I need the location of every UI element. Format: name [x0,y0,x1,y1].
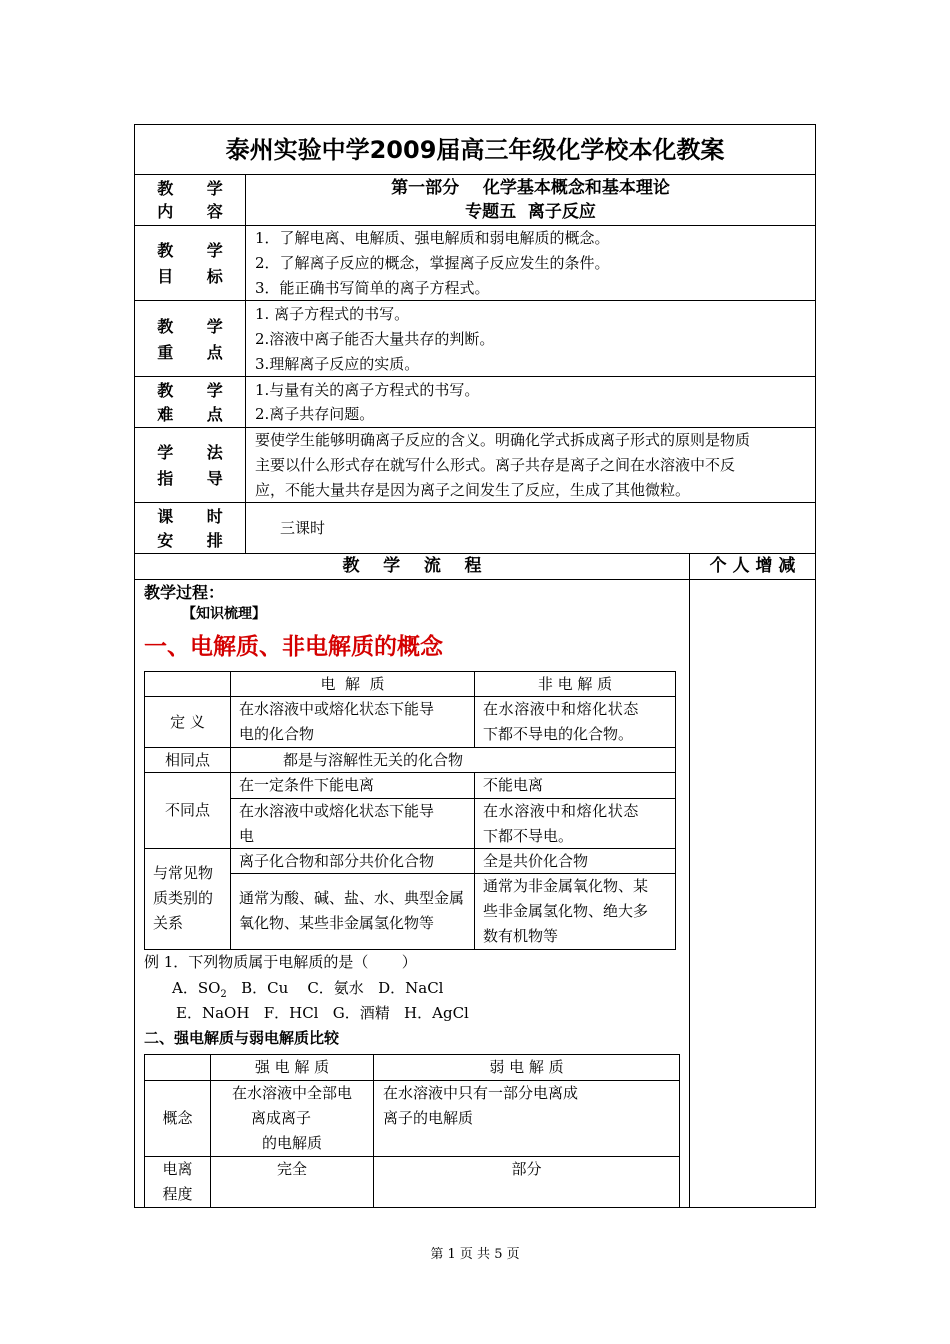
t2-concept-b: 离子的电解质 [383,1109,474,1127]
schedule-label-1: 课 时 [157,507,237,526]
section1-title: 一、电解质、非电解质的概念 [144,634,443,660]
t1-def-b: 下都不导电的化合物。 [483,725,634,743]
method-label-1: 学 法 [157,443,237,462]
t2-degree-label: 电离 [162,1160,193,1178]
method-line: 要使学生能够明确离子反应的含义。明确化学式拆成离子形式的原则是物质 [255,431,751,449]
t1-rel-b2: 数有机物等 [483,927,559,945]
t2-degree-a: 完全 [276,1160,307,1178]
t1-rel-a1: 离子化合物和部分共价化合物 [239,852,435,870]
goals-label-1: 教 学 [157,241,237,260]
difficult-label-2: 难 点 [157,405,237,424]
t2-concept-a: 的电解质 [261,1134,322,1152]
content-label-2: 内 容 [157,202,237,221]
page-number: 第 1 页 共 5 页 [430,1247,520,1262]
t1-rel-b2: 通常为非金属氧化物、某 [483,877,649,895]
t1-def-a: 在水溶液中或熔化状态下能导 [239,700,435,718]
goal-item: 1．了解电离、电解质、强电解质和弱电解质的概念。 [255,229,610,247]
t1-diff-a2: 电 [239,827,255,845]
method-label-2: 指 导 [157,469,237,488]
t1-header-electrolyte: 电 解 质 [320,675,385,693]
t1-diff-b2: 下都不导电。 [483,827,574,845]
flow-header: 教 学 流 程 [342,556,482,576]
side-header: 个 人 增 减 [709,556,796,576]
t2-concept-label: 概念 [162,1109,193,1127]
t1-same-value: 都是与溶解性无关的化合物 [283,751,464,769]
process-title: 教学过程： [144,583,225,602]
content-line-2: 专题五 离子反应 [465,202,596,222]
t1-def-a: 电的化合物 [239,725,315,743]
subscript: 2 [220,989,227,1000]
schedule-value: 三课时 [280,519,326,537]
section-tag: 【知识梳理】 [182,606,266,622]
t1-header-nonelectrolyte: 非 电 解 质 [537,675,613,693]
t1-rel-b1: 全是共价化合物 [483,852,589,870]
t2-concept-b: 在水溶液中只有一部分电离成 [383,1084,579,1102]
t2-degree-b: 部分 [511,1160,542,1178]
goal-item: 3．能正确书写简单的离子方程式。 [255,279,490,297]
difficult-label-1: 教 学 [157,381,237,400]
difficult-item: 2.离子共存问题。 [255,405,375,423]
t1-diff-b1: 不能电离 [483,776,544,794]
key-item: 3.理解离子反应的实质。 [255,355,420,373]
t2-header-weak: 弱 电 解 质 [489,1058,564,1076]
content-label-1: 教 学 [157,179,237,198]
example-1: 例 1．下列物质属于电解质的是（ ） [144,953,417,971]
difficult-item: 1.与量有关的离子方程式的书写。 [255,381,480,399]
t1-diff-b2: 在水溶液中和熔化状态 [483,802,640,820]
t1-rel-a2: 通常为酸、碱、盐、水、典型金属 [239,889,465,907]
t2-header-strong: 强 电 解 质 [254,1058,330,1076]
t1-rel-a2: 氧化物、某些非金属氢化物等 [239,914,435,932]
t1-diff-a1: 在一定条件下能电离 [239,776,375,794]
t1-same-label: 相同点 [164,751,210,769]
section2-title: 二、强电解质与弱电解质比较 [144,1029,340,1047]
key-label-2: 重 点 [157,343,237,362]
t1-diff-a2: 在水溶液中或熔化状态下能导 [239,802,435,820]
goals-label-2: 目 标 [157,267,237,286]
t2-degree-label: 程度 [162,1185,193,1203]
schedule-label-2: 安 排 [157,531,237,550]
t1-rel-label: 关系 [153,914,184,932]
page-title: 泰州实验中学2009届高三年级化学校本化教案 [225,136,725,164]
goal-item: 2．了解离子反应的概念，掌握离子反应发生的条件。 [255,254,610,272]
example-1-options-b: E．NaOH F．HCl G．酒精 H．AgCl [176,1004,469,1022]
method-line: 主要以什么形式存在就写什么形式。离子共存是离子之间在水溶液中不反 [255,456,736,474]
method-line: 应，不能大量共存是因为离子之间发生了反应，生成了其他微粒。 [255,481,691,499]
t1-def-label: 定 义 [170,713,205,731]
t1-def-b: 在水溶液中和熔化状态 [483,700,640,718]
t2-concept-a: 在水溶液中全部电 [231,1084,352,1102]
t1-diff-label: 不同点 [164,801,210,819]
t1-rel-b2: 些非金属氢化物、绝大多 [483,902,649,920]
options-rest: B．Cu C．氨水 D．NaCl [226,979,444,997]
key-item: 2.溶液中离子能否大量共存的判断。 [255,330,495,348]
t2-concept-a: 离成离子 [250,1109,311,1127]
option-a: A．SO [172,979,221,997]
key-item: 1. 离子方程式的书写。 [255,305,410,323]
t1-rel-label: 与常见物 [153,864,214,882]
t1-rel-label: 质类别的 [153,889,214,907]
content-line-1: 第一部分 化学基本概念和基本理论 [391,178,670,198]
key-label-1: 教 学 [157,317,237,336]
